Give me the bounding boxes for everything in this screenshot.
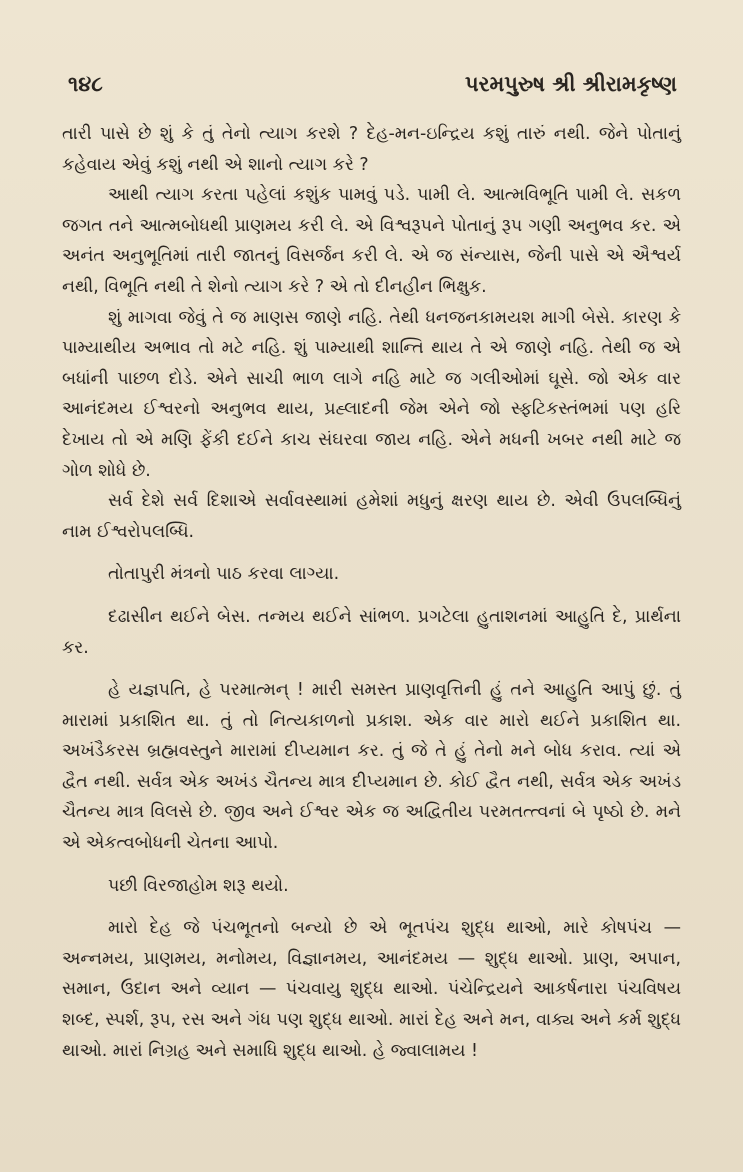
paragraph: શું માગવા જેવું તે જ માણસ જાણે નહિ. તેથી ધનજનકામયશ માગી બેસે. કારણ કે પામ્યાથીય અભાવ તો મટે નહિ. શું પામ્યાથી શાન્તિ થાય તે એ જાણે નહિ. તેથી જ એ બધાંની પાછળ દોડે. એને સાચી ભાળ લાગે નહિ માટે જ ગલીઓમાં ઘૂસે. જો એક વાર આનંદમય ઈશ્વરનો અનુભવ થાય, પ્રહ્લાદની જેમ એને જો સ્ફટિકસ્તંભમાં પણ હરિ દેખાય તો એ મણિ ફેંકી દઈને કાચ સંઘરવા જાય નહિ. એને મધની ખબર નથી માટે જ ગોળ શોધે છે. — [62, 307, 681, 481]
page-header — [62, 72, 681, 97]
paragraph: આથી ત્યાગ કરતા પહેલાં કશુંક પામવું પડે. પામી લે. આત્મવિભૂતિ પામી લે. સકળ જગત તને આત્મબોધથી પ્રાણમય કરી લે. એ વિશ્વરૂપને પોતાનું રૂપ ગણી અનુભવ કર. એ અનંત અનુભૂતિમાં તારી જાતનું વિસર્જન કરી લે. એ જ સંન્યાસ, જેની પાસે એ ઐશ્વર્ય નથી, વિભૂતિ નથી તે શેનો ત્યાગ કરે ? એ તો દીનહીન ભિક્ષુક. — [62, 185, 681, 297]
page-number: ૧૪૮ — [68, 72, 103, 96]
running-title: પરમપુરુષ શ્રી શ્રીરામકૃષ્ણ — [464, 72, 677, 96]
paragraph: દઢાસીન થઈને બેસ. તન્મય થઈને સાંભળ. પ્રગટેલા હુતાશનમાં આહુતિ દે, પ્રાર્થના કર. — [62, 606, 681, 658]
paragraph: સર્વ દેશે સર્વ દિશાએ સર્વાવસ્થામાં હમેશાં મધુનું ક્ષરણ થાય છે. એવી ઉપલબ્ધિનું નામ ઈશ્વરોપલબ્ધિ. — [62, 491, 681, 542]
paragraph: મારો દેહ જે પંચભૂતનો બન્યો છે એ ભૂતપંચ શુદ્ધ થાઓ, મારે કોષપંચ — અન્નમય, પ્રાણમય, મનોમય, વિજ્ઞાનમય, આનંદમય — શુદ્ધ થાઓ. પ્રાણ, અપાન, સમાન, ઉદાન અને વ્યાન — પંચવાયુ શુદ્ધ થાઓ. પંચેન્દ્રિયને આકર્ષનારા પંચવિષય શબ્દ, સ્પર્શ, રૂપ, રસ અને ગંધ પણ શુદ્ધ થાઓ. મારાં દેહ અને મન, વાક્ય અને કર્મ શુદ્ધ થાઓ. મારાં નિગ્રહ અને સમાધિ શુદ્ધ થાઓ. હે જ્વાલામય ! — [62, 918, 681, 1061]
page-body — [62, 119, 681, 1066]
paragraph: હે યજ્ઞપતિ, હે પરમાત્મન્ ! મારી સમસ્ત પ્રાણવૃત્તિની હું તને આહુતિ આપું છું. તું મારામાં પ્રકાશિત થા. તું તો નિત્યકાળનો પ્રકાશ. એક વાર મારો થઈને પ્રકાશિત થા. અખંડૈકરસ બ્રહ્મવસ્તુને મારામાં દીપ્યમાન કર. તું જે તે હું તેનો મને બોધ કરાવ. ત્યાં એ દ્વૈત નથી. સર્વત્ર એક અખંડ ચૈતન્ય માત્ર દીપ્યમાન છે. કોઈ દ્વૈત નથી, સર્વત્ર એક અખંડ ચૈતન્ય માત્ર વિલસે છે. જીવ અને ઈશ્વર એક જ અદ્વિતીય પરમતત્ત્વનાં બે પૃષ્ઠો છે. મને એ એકત્વબોધની ચેતના આપો. — [62, 680, 681, 854]
paragraph: તારી પાસે છે શું કે તું તેનો ત્યાગ કરશે ? દેહ-મન-ઇન્દ્રિય કશું તારું નથી. જેને પોતાનું કહેવાય એવું કશું નથી એ શાનો ત્યાગ કરે ? — [62, 124, 681, 175]
paragraph: પછી વિરજાહોમ શરૂ થયો. — [108, 875, 289, 896]
paragraph: તોતાપુરી મંત્રનો પાઠ કરવા લાગ્યા. — [108, 564, 340, 585]
